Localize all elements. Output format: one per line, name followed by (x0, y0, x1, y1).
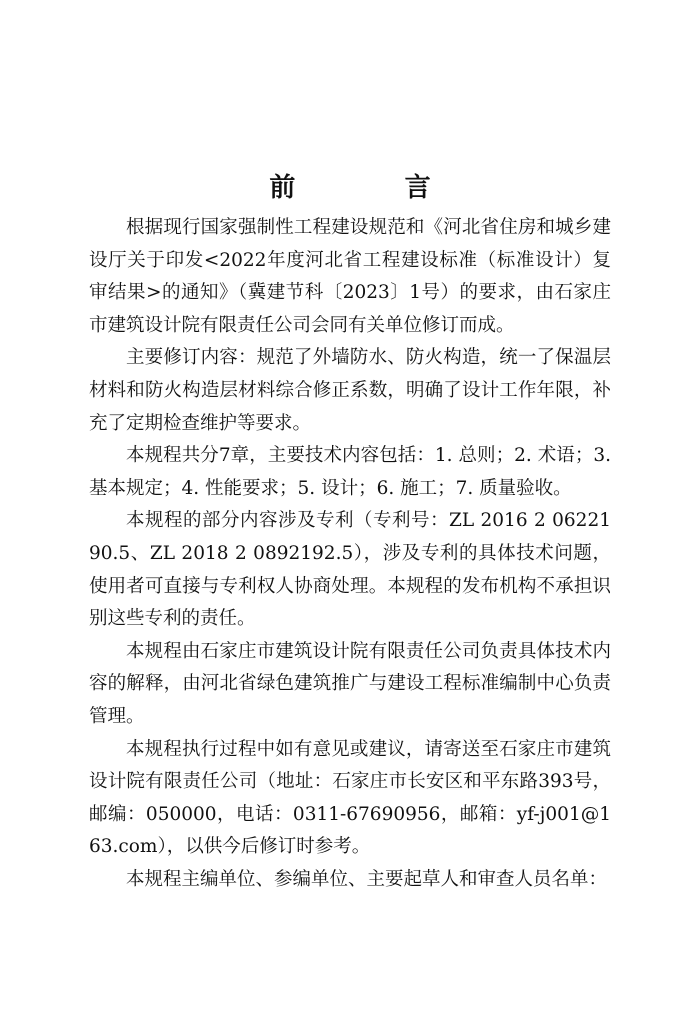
paragraph-basis: 根据现行国家强制性工程建设规范和《河北省住房和城乡建设厅关于印发<2022年度河北省工程建设标准（标准设计）复审结果>的通知》（冀建节科〔2023〕1号）的要求，由石家庄市建筑设计院有限责任公司会同有关单位修订而成。 (89, 217, 611, 336)
foreword-body (89, 212, 611, 896)
paragraph-interpretation: 本规程由石家庄市建筑设计院有限责任公司负责具体技术内容的解释，由河北省绿色建筑推广与建设工程标准编制中心负责管理。 (89, 640, 611, 727)
paragraph-revisions: 主要修订内容：规范了外墙防水、防火构造，统一了保温层材料和防火构造层材料综合修正系数，明确了设计工作年限，补充了定期检查维护等要求。 (89, 347, 611, 434)
paragraph-contributors: 本规程主编单位、参编单位、主要起草人和审查人员名单： (126, 868, 608, 890)
paragraph-patents: 本规程的部分内容涉及专利（专利号：ZL 2016 2 0622190.5、ZL 2018 2 0892192.5），涉及专利的具体技术问题，使用者可直接与专利权人协商处理。本规程的发布机构不承担识别这些专利的责任。 (89, 510, 611, 630)
page-title: 前 言 (269, 173, 473, 204)
paragraph-feedback: 本规程执行过程中如有意见或建议，请寄送至石家庄市建筑设计院有限责任公司（地址：石家庄市长安区和平东路393号，邮编：050000，电话：0311-67690956，邮箱：yf-j001@163.com），以供今后修订时参考。 (89, 738, 611, 858)
paragraph-chapters: 本规程共分7章，主要技术内容包括：1. 总则；2. 术语；3. 基本规定；4. 性能要求；5. 设计；6. 施工；7. 质量验收。 (89, 445, 611, 499)
